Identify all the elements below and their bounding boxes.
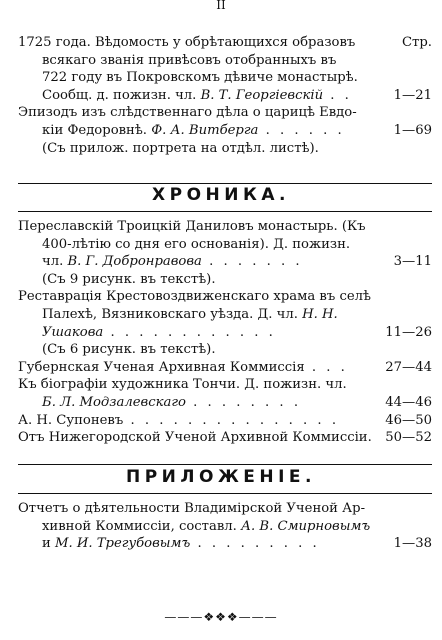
ornament: ———❖❖❖——— (164, 610, 278, 624)
toc-line (18, 87, 432, 105)
toc-line (18, 359, 432, 377)
toc-entry (18, 376, 432, 411)
toc-page: 27—44 (385, 359, 432, 375)
toc-text: Отъ Нижегородской Ученой Архивной Коммиссіи. (18, 430, 372, 446)
toc-line (18, 288, 432, 306)
toc-line (18, 271, 432, 289)
toc-page: 46—50 (385, 412, 432, 428)
toc-text: Палехѣ, Вязниковскаго уѣзда. Д. чл. (42, 306, 303, 322)
toc-leader: . . . . . . . . . . . . (103, 324, 276, 340)
toc-page: 1—21 (393, 87, 432, 103)
rule-appendix (18, 493, 432, 494)
toc-line (18, 518, 432, 536)
toc-author: М. И. Трегубовымъ (54, 536, 191, 552)
toc-page: 1—69 (393, 122, 432, 138)
toc-leader: . . . . . . . . . . . . . . . (123, 412, 340, 428)
toc-author: Ушакова (42, 324, 104, 340)
toc-page: 44—46 (385, 394, 432, 410)
toc-leader: . . (323, 87, 352, 103)
toc-entry (18, 218, 432, 288)
toc-author: В. Г. Добронравова (67, 254, 202, 270)
appendix-heading: ПРИЛОЖЕНІЕ. (125, 467, 317, 487)
toc-entry (18, 429, 432, 447)
toc-entry (18, 412, 432, 430)
toc-line (18, 140, 432, 158)
toc-author: Б. Л. Модзалевскаго (42, 394, 186, 410)
toc-line (18, 429, 432, 447)
toc-text: Сообщ. д. пожизн. чл. (42, 87, 201, 103)
toc-page: 3—11 (393, 254, 432, 270)
toc-page: Стр. (401, 35, 432, 50)
toc-line (18, 306, 432, 324)
toc-line (18, 69, 432, 87)
toc-entry (18, 500, 432, 553)
page-number: II (216, 0, 226, 12)
toc-line (18, 236, 432, 254)
toc-text: 722 году въ Покровскомъ дѣвиче монастырѣ. (42, 70, 358, 86)
toc-text: Къ біографіи художника Тончи. Д. пожизн. чл. (18, 377, 347, 393)
toc-line (18, 218, 432, 236)
toc-text: (Съ 9 рисунк. въ текстѣ). (42, 271, 216, 287)
toc-author: А. В. Смирновымъ (241, 518, 371, 534)
toc-page: 50—52 (385, 430, 432, 446)
toc-text: А. Н. Супоневъ (18, 412, 124, 428)
toc-text: (Съ прилож. портрета на отдѣл. листѣ). (42, 140, 319, 156)
toc-text: чл. (42, 254, 68, 270)
toc-line (18, 394, 432, 412)
toc-line (18, 500, 432, 518)
rule-top (18, 183, 432, 184)
toc-line (18, 412, 432, 430)
toc-text: 400-лѣтію со дня его основанія). Д. пожизн. (42, 236, 351, 252)
toc-text: (Съ 6 рисунк. въ текстѣ). (42, 342, 216, 358)
toc-text: 1725 года. Вѣдомость у обрѣтающихся образовъ (18, 35, 356, 50)
toc-page: 1—38 (393, 536, 432, 552)
toc-leader: . . . . . . . . (185, 394, 302, 410)
toc-line (18, 104, 432, 122)
toc-entry (18, 288, 432, 358)
toc-text: Переславскій Троицкій Даниловъ монастырь. (Къ (18, 219, 366, 234)
toc-leader: . . . . . . (258, 122, 345, 138)
toc-text: хивной Коммиссіи, составл. (42, 518, 242, 534)
toc-text: кіи Федоровнѣ. (42, 122, 152, 138)
toc-text: Отчетъ о дѣятельности Владимірской Ученой Ар- (18, 501, 366, 516)
toc-author: Н. Н. (302, 306, 338, 322)
toc-line (18, 122, 432, 140)
toc-entry (18, 104, 432, 157)
toc-text: всякаго званія привѣсовъ отобранныхъ въ (42, 52, 337, 68)
toc-entry (18, 359, 432, 377)
toc-text: и (42, 536, 55, 552)
chronicle-heading: ХРОНИКА. (152, 185, 290, 205)
toc-line (18, 34, 432, 52)
toc-line (18, 341, 432, 359)
toc-line (18, 253, 432, 271)
toc-entry (18, 34, 432, 104)
toc-line (18, 376, 432, 394)
toc-leader: . . . . . . . . . (190, 536, 320, 552)
toc-page: 11—26 (385, 324, 432, 340)
toc-line (18, 52, 432, 70)
toc-author: В. Т. Георгіевскій (200, 87, 324, 103)
toc-text: Эпизодъ изъ слѣдственнаго дѣла о царицѣ Евдо- (18, 105, 357, 121)
toc-author: Ф. А. Витберга (151, 122, 259, 138)
rule-appendix-top (18, 464, 432, 465)
toc-leader: . . . . . . . (201, 254, 303, 270)
rule-chronicle (18, 211, 432, 212)
toc-line (18, 535, 432, 553)
toc-text: Реставрація Крестовоздвиженскаго храма въ селѣ (18, 289, 371, 305)
toc-line (18, 324, 432, 342)
toc-text: Губернская Ученая Архивная Коммиссія (18, 359, 305, 375)
toc-leader: . . . (304, 359, 348, 375)
